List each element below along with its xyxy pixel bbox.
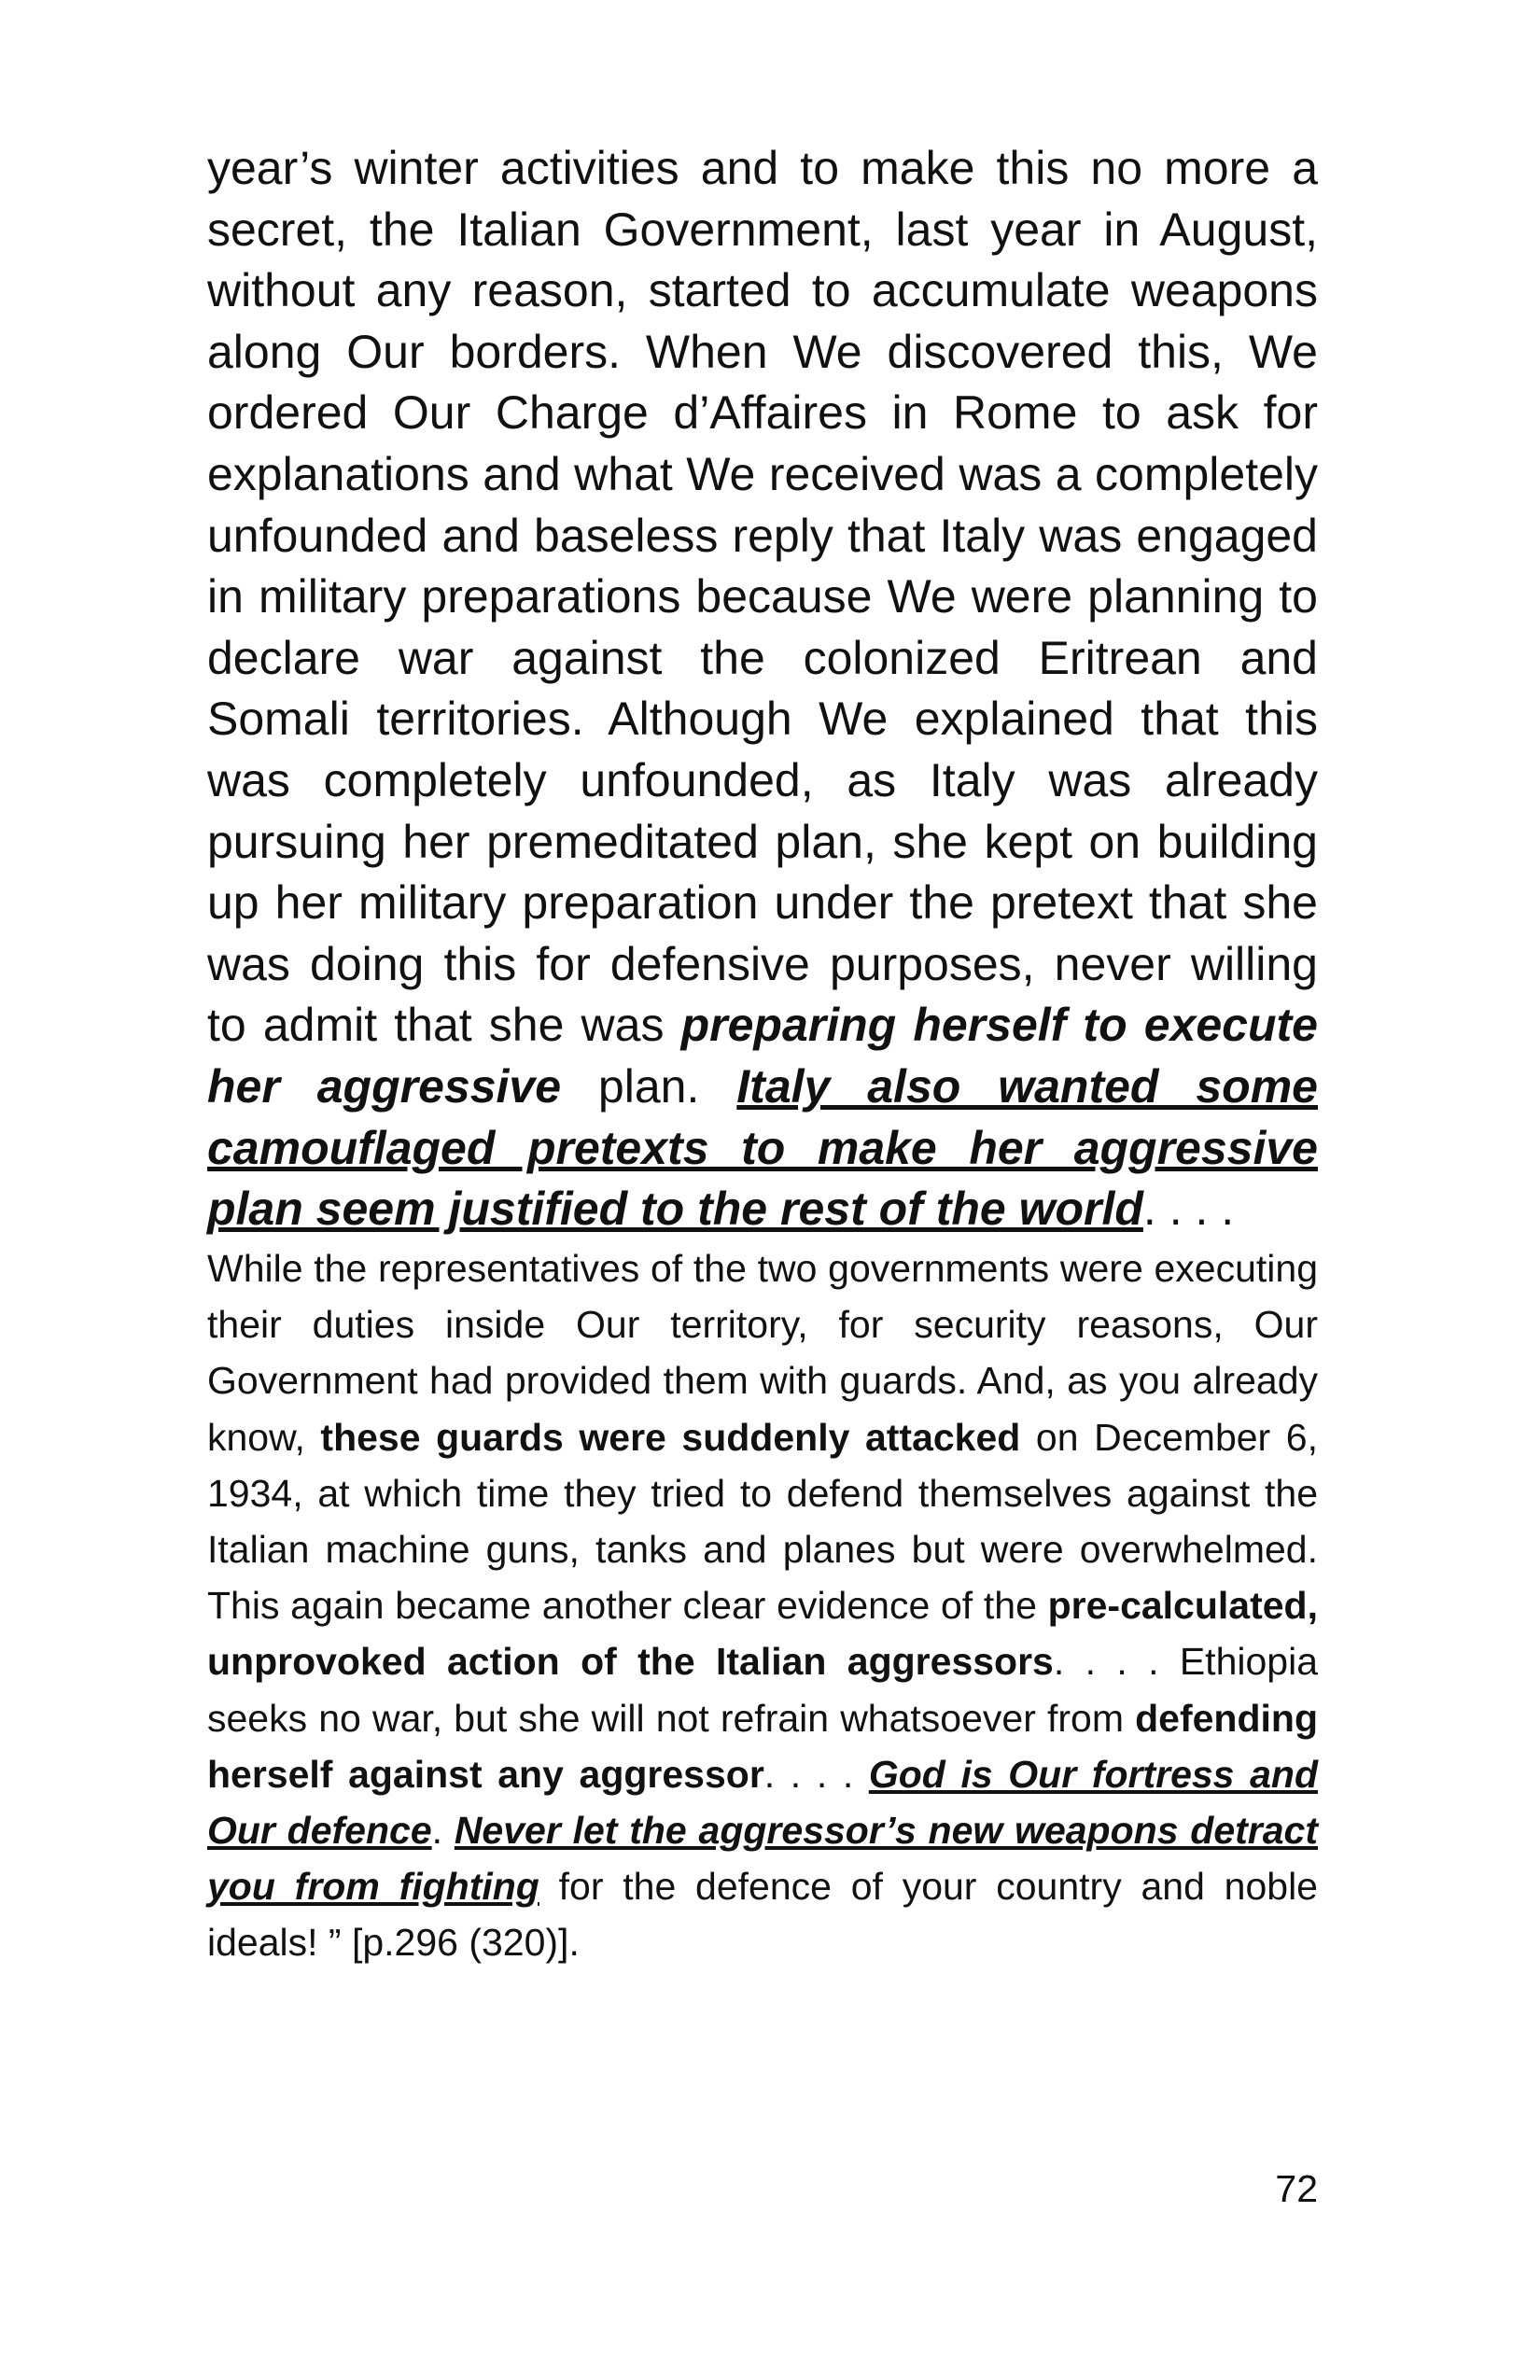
- emphasis-bold: defending herself against any aggressor: [207, 1696, 1318, 1796]
- emphasis-underlined: Italy also wanted some camouflaged pretexts to make her aggressive plan seem justified to the rest of the world: [207, 1059, 1318, 1236]
- text-run: for the defence of your country and noble ideals! ” [p.296 (320)].: [207, 1865, 1318, 1965]
- document-page: [207, 0, 1318, 2380]
- text-run: While the representatives of the two governments were executing their duties inside Our territory, for security reasons, Our Government had provided them with guards. And, as you already know,: [207, 1247, 1318, 1459]
- emphasis-bold: these guards were suddenly attacked: [320, 1415, 1021, 1459]
- body-paragraph-quote: [207, 1240, 1318, 1971]
- text-run: year’s winter activities and to make this no more a secret, the Italian Government, last year in August, without any reason, started to accumulate weapons along Our borders. When We discovered this, We ordered Our Charge d’Affaires in Rome to ask for explanations and what We received was a completely unfounded and baseless reply that Italy was engaged in military preparations because We were planning to declare war against the colonized Eritrean and Somali territories. Although We explained that this was completely unfounded, as Italy was already pursuing her premeditated plan, she kept on building up her military preparation under the pretext that she was doing this for defensive purposes, never willing to admit that she was: [207, 142, 1318, 1052]
- text-run: plan.: [561, 1059, 737, 1113]
- emphasis-underlined: God is Our fortress and Our defence: [207, 1752, 1318, 1853]
- emphasis-bold-italic: preparing herself to execute her aggressive: [207, 999, 1318, 1113]
- text-run: . . . .: [1142, 1183, 1235, 1236]
- page-number: 72: [1275, 2167, 1318, 2210]
- emphasis-underlined: Never let the aggressor’s new weapons detract you from fighting: [207, 1809, 1318, 1909]
- text-run: .: [431, 1809, 455, 1853]
- text-run: on December 6, 1934, at which time they tried to defend themselves against the Italian machine guns, tanks and planes but were overwhelmed. This again became another clear evidence of the: [207, 1415, 1318, 1628]
- emphasis-bold: pre-calculated, unprovoked action of the Italian aggressors: [207, 1584, 1318, 1684]
- text-run: . . . .: [763, 1752, 869, 1796]
- text-run: . . . . Ethiopia seeks no war, but she will not refrain whatsoever from: [207, 1640, 1318, 1740]
- body-paragraph-large: [207, 138, 1318, 1240]
